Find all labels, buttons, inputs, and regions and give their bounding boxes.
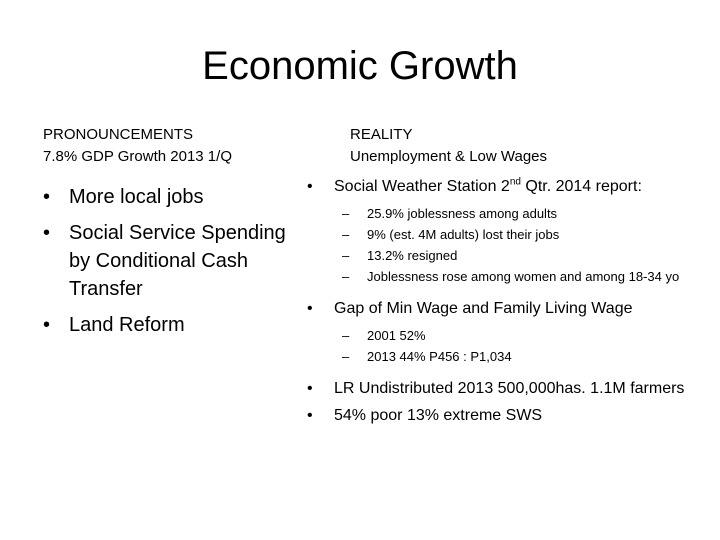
list-item	[307, 298, 707, 366]
pronouncements-subheading: 7.8% GDP Growth 2013 1/Q	[43, 148, 232, 165]
list-item	[43, 183, 305, 211]
bullet-icon: •	[307, 178, 313, 195]
sub-list-item	[334, 226, 707, 244]
list-item-text: 54% poor 13% extreme SWS	[334, 407, 543, 424]
dash-icon: –	[342, 248, 350, 263]
dash-icon: –	[342, 328, 350, 343]
bullet-icon: •	[43, 314, 51, 336]
sub-list-item-text: 13.2% resigned	[367, 248, 458, 263]
pronouncements-heading: PRONOUNCEMENTS	[43, 126, 194, 143]
list-item-text: Land Reform	[69, 314, 185, 336]
dash-icon: –	[342, 349, 350, 364]
sub-list-item-text: 2001 52%	[367, 328, 426, 343]
reality-list	[307, 176, 707, 426]
dash-icon: –	[342, 269, 350, 284]
list-item-text: Gap of Min Wage and Family Living Wage	[334, 300, 633, 317]
pronouncements-list	[43, 183, 305, 347]
sub-list-item-text: 2013 44% P456 : P1,034	[367, 349, 512, 364]
list-item	[307, 405, 707, 426]
sub-list-item	[334, 327, 707, 345]
sws-report-text-end: Qtr. 2014 report:	[520, 178, 642, 195]
list-item-text: More local jobs	[69, 186, 204, 208]
ordinal-suffix: nd	[509, 176, 521, 188]
sub-list-item-text: 25.9% joblessness among adults	[367, 206, 558, 221]
list-item	[307, 378, 707, 399]
reality-subheading: Unemployment & Low Wages	[350, 148, 548, 165]
list-item	[43, 219, 305, 303]
sub-list-item	[334, 268, 707, 286]
list-item-text: Social Service Spending by Conditional Cash Transfer	[69, 222, 286, 300]
bullet-icon: •	[307, 380, 313, 397]
list-item-text: LR Undistributed 2013 500,000has. 1.1M farmers	[334, 380, 685, 397]
list-item-text	[334, 178, 642, 195]
dash-icon: –	[342, 206, 350, 221]
sub-list-item	[334, 247, 707, 265]
pronouncements-header	[43, 124, 232, 168]
bullet-icon: •	[43, 186, 51, 208]
sub-list-item	[334, 205, 707, 223]
sws-sub-list	[334, 205, 707, 286]
sub-list-item	[334, 348, 707, 366]
list-item	[307, 176, 707, 286]
reality-heading: REALITY	[350, 126, 413, 143]
list-item	[43, 311, 305, 339]
bullet-icon: •	[43, 222, 51, 244]
dash-icon: –	[342, 227, 350, 242]
sub-list-item-text: 9% (est. 4M adults) lost their jobs	[367, 227, 560, 242]
bullet-icon: •	[307, 300, 313, 317]
sub-list-item-text: Joblessness rose among women and among 18-34 yo	[367, 269, 680, 284]
reality-header	[350, 124, 547, 168]
wage-gap-sub-list	[334, 327, 707, 366]
slide-title: Economic Growth	[202, 44, 518, 88]
bullet-icon: •	[307, 407, 313, 424]
sws-report-text: Social Weather Station 2	[334, 178, 510, 195]
